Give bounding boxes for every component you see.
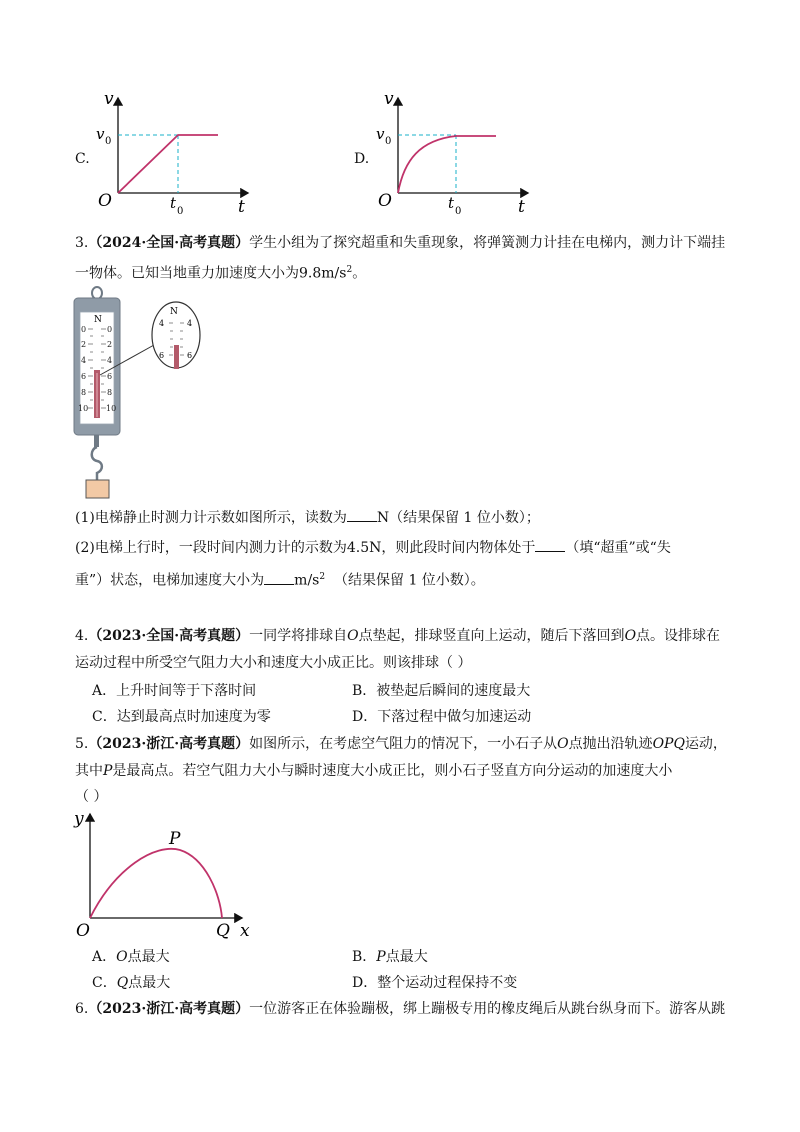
spring-scale-figure [70,285,220,503]
scale-right-6: 6 [107,372,113,381]
q3-line2: 一物体。已知当地重力加速度大小为$9.8m/s^2$。 [75,265,367,282]
option-c-label: C. [75,151,90,167]
q3-sub2-blank1[interactable] [535,537,565,552]
scale-right-2: 2 [107,340,113,349]
graph-c [90,88,260,223]
q5-option-d[interactable]: D．整个运动过程保持不变 [352,975,518,991]
traj-origin: O [76,921,90,941]
graph-d-t0: t [448,194,455,212]
graph-c-t0-sub: 0 [177,206,184,217]
q5-option-b[interactable]: B．P点最大 [352,949,428,965]
scale-top-ring [92,287,102,299]
q4-option-a[interactable]: A．上升时间等于下落时间 [92,683,257,699]
q3-line1: 3.（2024·全国·高考真题）学生小组为了探究超重和失重现象，将弹簧测力计挂在电梯内，测力计下端挂 [75,235,726,251]
q4-option-b[interactable]: B．被垫起后瞬间的速度最大 [352,683,531,699]
graph-d-origin: O [378,191,392,211]
scale-right-0: 0 [107,325,113,334]
scale-unit: N [94,315,102,325]
traj-curve [90,849,222,918]
q6-line1: 6.（2023·浙江·高考真题）一位游客正在体验蹦极，绑上蹦极专用的橡皮绳后从跳台纵身而下。游客从跳 [75,1001,726,1017]
q5-option-c[interactable]: C．Q点最大 [92,975,171,991]
q3-sub2: (2)电梯上行时，一段时间内测力计的示数为4.5N，则此段时间内物体处于 （填“超重”或“失 [75,537,671,559]
zoom-right-4: 4 [187,319,193,328]
option-d-label: D. [354,151,370,167]
graph-c-t0: t [170,194,177,212]
q3-sub2-line2: 重”）状态，电梯加速度大小为 $m/s^2$ （结果保留 1 位小数）。 [75,566,485,592]
scale-left-6: 6 [81,372,87,381]
q4-option-c[interactable]: C．达到最高点时加速度为零 [92,709,271,725]
scale-left-10: 10 [78,404,89,413]
zoom-spring [174,345,179,369]
graph-d-v-label: v [384,89,394,109]
q4-line2: 运动过程中所受空气阻力大小和速度大小成正比。则该排球（ ） [75,655,472,671]
graph-c-t-label: t [238,197,245,217]
graph-d-v0-sub: 0 [385,136,392,147]
zoom-left-4: 4 [159,319,165,328]
graph-c-curve [118,135,218,193]
traj-q-label: Q [216,921,230,941]
traj-p-label: P [169,829,181,849]
zoom-left-6: 6 [159,351,165,360]
zoom-right-6: 6 [187,351,193,360]
q3-sub1-blank[interactable] [347,507,377,522]
scale-right-8: 8 [107,388,113,397]
q5-line1: 5.（2023·浙江·高考真题）如图所示，在考虑空气阻力的情况下，一小石子从O点抛出沿轨迹OPQ运动， [75,736,727,752]
scale-right-4: 4 [107,356,113,365]
graph-d-t0-sub: 0 [455,206,462,217]
scale-right-10: 10 [106,404,117,413]
traj-x-label: x [240,921,250,941]
scale-left-2: 2 [81,340,87,349]
q5-line3: （ ） [75,789,108,805]
trajectory-graph [70,808,270,943]
graph-c-v-label: v [104,89,114,109]
q5-line2: 其中P是最高点。若空气阻力大小与瞬时速度大小成正比，则小石子竖直方向分运动的加速度大小 [75,763,673,779]
zoom-unit: N [170,307,178,317]
traj-y-label: y [74,809,84,829]
graph-d-t-label: t [518,197,525,217]
q4-option-d[interactable]: D．下落过程中做匀加速运动 [352,709,532,725]
q3-sub2-blank2[interactable] [264,570,294,585]
graph-d-curve [398,136,496,193]
scale-hook [92,447,102,480]
scale-left-8: 8 [81,388,87,397]
scale-bottom-stem [94,435,99,447]
scale-left-4: 4 [81,356,87,365]
scale-left-0: 0 [81,325,87,334]
graph-c-v0-sub: 0 [105,136,112,147]
q3-sub1: (1)电梯静止时测力计示数如图所示，读数为 N（结果保留 1 位小数）； [75,507,540,529]
graph-d-v0: v [376,125,385,143]
graph-c-v0: v [96,125,105,143]
graph-d [370,88,540,223]
graph-c-origin: O [98,191,112,211]
hanging-block [86,480,109,498]
q5-option-a[interactable]: A．O点最大 [92,949,170,965]
q4-line1: 4.（2023·全国·高考真题）一同学将排球自O点垫起，排球竖直向上运动，随后下落回到O点。设排球在 [75,628,721,644]
